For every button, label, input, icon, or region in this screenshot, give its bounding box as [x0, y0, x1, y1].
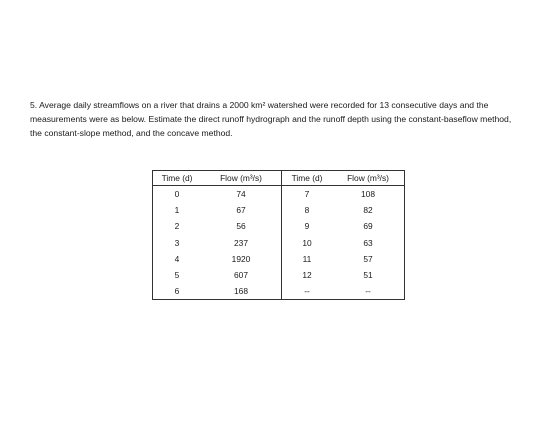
cell-time: 9: [304, 221, 310, 232]
table-row: [153, 202, 405, 218]
cell-flow: 51: [332, 267, 405, 283]
cell-flow: 56: [201, 218, 282, 234]
cell-flow: 63: [332, 235, 405, 251]
cell-time: 6: [153, 283, 202, 300]
table-row: [153, 251, 405, 267]
streamflow-table: [152, 170, 405, 300]
cell-time: 11: [302, 253, 312, 264]
cell-time: 10: [302, 237, 312, 248]
cell-time: 0: [153, 186, 202, 203]
cell-flow: 607: [201, 267, 282, 283]
cell-time: --: [282, 283, 333, 300]
table-row: [153, 267, 405, 283]
cell-flow: 69: [332, 218, 405, 234]
cell-flow: 57: [332, 251, 405, 267]
cell-time: 8: [304, 205, 310, 216]
table-row: [153, 283, 405, 300]
cell-time: 7: [304, 189, 310, 200]
cell-flow: --: [332, 283, 405, 300]
cell-time: 5: [153, 267, 202, 283]
cell-time: 1: [153, 202, 202, 218]
cell-flow: 168: [201, 283, 282, 300]
header-time-1: Time (d): [153, 171, 202, 186]
cell-flow: 1920: [201, 251, 282, 267]
streamflow-table-container: [152, 170, 405, 300]
cell-flow: 237: [201, 235, 282, 251]
table-header-row: [153, 171, 405, 186]
cell-flow: 67: [201, 202, 282, 218]
table-row: [153, 235, 405, 251]
cell-time: 3: [153, 235, 202, 251]
cell-time: 2: [153, 218, 202, 234]
cell-flow: 74: [201, 186, 282, 203]
cell-time: 4: [153, 251, 202, 267]
header-flow-2: Flow (m³/s): [332, 171, 405, 186]
cell-flow: 82: [332, 202, 405, 218]
cell-time: 12: [302, 270, 312, 281]
header-flow-1: Flow (m³/s): [201, 171, 282, 186]
problem-statement: 5. Average daily streamflows on a river that drains a 2000 km² watershed were recorded for 13 consecutive days and the measurements were as below. Estimate the direct runoff hydrograph and the runoff depth using the constant-baseflow method, the constant-slope method, and the concave method.: [30, 100, 512, 139]
table-row: [153, 218, 405, 234]
cell-flow: 108: [332, 186, 405, 203]
table-row: [153, 186, 405, 203]
header-time-2: Time (d): [282, 171, 333, 186]
